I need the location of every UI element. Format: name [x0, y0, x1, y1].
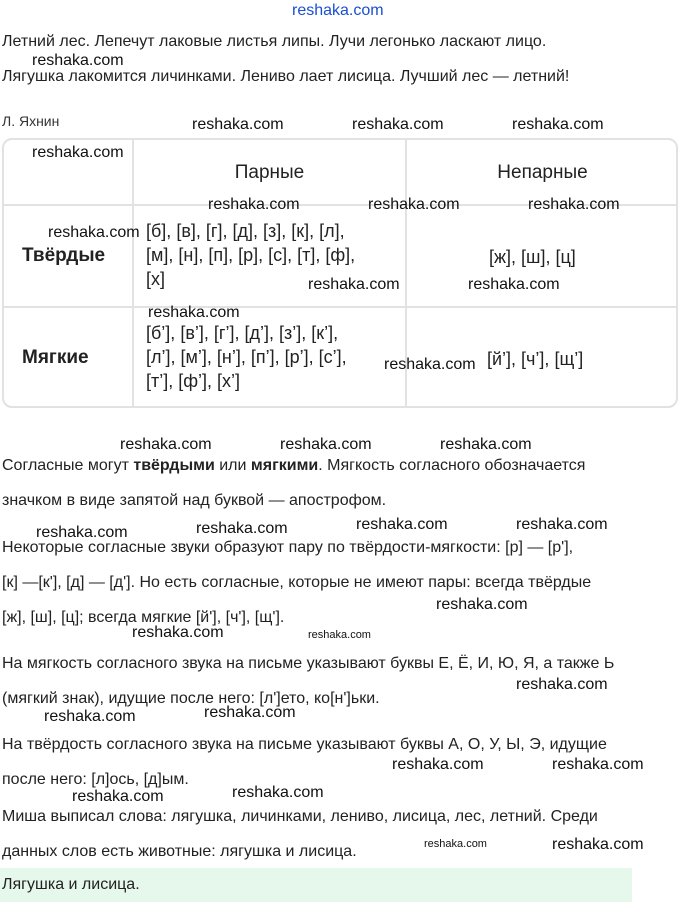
watermark: reshaka.com: [32, 52, 124, 69]
watermark: reshaka.com: [44, 708, 136, 725]
watermark: reshaka.com: [196, 520, 288, 537]
bold-term-hard: твёрдыми: [133, 457, 215, 474]
theory-paragraph-3-line-2: (мягкий знак), идущие после него: [л']ето, ко[н']ьки.: [2, 690, 380, 707]
watermark: reshaka.com: [552, 836, 644, 853]
watermark: reshaka.com: [424, 838, 487, 850]
column-header-unpaired: Непарные: [497, 162, 588, 183]
theory-paragraph-1: Согласные могут твёрдыми или мягкими. Мягкость согласного обозначается: [2, 457, 586, 474]
watermark: reshaka.com: [120, 436, 212, 453]
soft-unpaired-cell: [й’], [ч’], [щ’]: [487, 349, 584, 369]
watermark: reshaka.com: [208, 196, 300, 213]
watermark: reshaka.com: [352, 116, 444, 133]
soft-paired-line: [б’], [в’], [г’], [д’], [з’], [к’],: [146, 323, 339, 343]
hard-paired-line: [б], [в], [г], [д], [з], [к], [л],: [146, 221, 345, 241]
watermark: reshaka.com: [392, 756, 484, 773]
theory-paragraph-2-line-3: [ж], [ш], [ц]; всегда мягкие [й'], [ч'], [щ'].: [2, 609, 285, 626]
column-header-paired: Парные: [234, 162, 305, 183]
watermark: reshaka.com: [436, 596, 528, 613]
watermark: reshaka.com: [148, 304, 240, 321]
watermark: reshaka.com: [440, 436, 532, 453]
watermark: reshaka.com: [384, 356, 476, 373]
theory-paragraph-4: На твёрдость согласного звука на письме указывают буквы А, О, У, Ы, Э, идущие: [2, 736, 607, 753]
poem-line-1: Летний лес. Лепечут лаковые листья липы. Лучи легонько ласкают лицо.: [2, 33, 547, 50]
row-header-soft: Мягкие: [22, 347, 89, 368]
table-divider: [4, 306, 676, 308]
hard-paired-line: [х]: [146, 269, 166, 289]
watermark: reshaka.com: [516, 676, 608, 693]
theory-paragraph-1-line-2: значком в виде запятой над буквой — апострофом.: [2, 492, 387, 509]
hard-unpaired-cell: [ж], [ш], [ц]: [489, 247, 576, 267]
watermark: reshaka.com: [232, 784, 324, 801]
site-header-link[interactable]: reshaka.com: [292, 2, 384, 19]
hard-paired-line: [м], [н], [п], [р], [с], [т], [ф],: [146, 245, 356, 265]
watermark: reshaka.com: [468, 276, 560, 293]
task-paragraph: Миша выписал слова: лягушка, личинками, лениво, лисица, лес, летний. Среди: [2, 808, 598, 825]
consonants-table: [2, 138, 678, 408]
theory-paragraph-2-line-2: [к] —[к'], [д] — [д']. Но есть согласные, которые не имеют пары: всегда твёрдые: [2, 574, 592, 591]
watermark: reshaka.com: [48, 224, 140, 241]
row-header-hard: Твёрдые: [22, 245, 106, 266]
poem-line-2: Лягушка лакомится личинками. Лениво лает лисица. Лучший лес — летний!: [2, 68, 570, 85]
watermark: reshaka.com: [308, 629, 371, 641]
watermark: reshaka.com: [204, 704, 296, 721]
theory-paragraph-2: Некоторые согласные звуки образуют пару по твёрдости-мягкости: [р] — [р'],: [2, 539, 574, 556]
watermark: reshaka.com: [528, 196, 620, 213]
watermark: reshaka.com: [132, 624, 224, 641]
theory-paragraph-4-line-2: после него: [л]ось, [д]ым.: [2, 771, 189, 788]
answer-box: [0, 868, 632, 902]
watermark: reshaka.com: [192, 116, 284, 133]
watermark: reshaka.com: [36, 524, 128, 541]
soft-paired-line: [л’], [м’], [н’], [п’], [р’], [с’],: [146, 347, 347, 367]
watermark: reshaka.com: [512, 116, 604, 133]
task-paragraph-line-2: данных слов есть животные: лягушка и лисица.: [2, 843, 357, 860]
watermark: reshaka.com: [552, 756, 644, 773]
watermark: reshaka.com: [280, 436, 372, 453]
watermark: reshaka.com: [356, 516, 448, 533]
watermark: reshaka.com: [32, 144, 124, 161]
watermark: reshaka.com: [516, 516, 608, 533]
poem-author: Л. Яхнин: [2, 113, 60, 129]
watermark: reshaka.com: [308, 276, 400, 293]
soft-paired-cell: [146, 321, 347, 393]
soft-paired-line: [т’], [ф’], [х’]: [146, 371, 241, 391]
theory-paragraph-3: На мягкость согласного звука на письме указывают буквы Е, Ё, И, Ю, Я, а также Ь: [2, 655, 615, 672]
watermark: reshaka.com: [72, 788, 164, 805]
bold-term-soft: мягкими: [250, 457, 319, 474]
watermark: reshaka.com: [368, 196, 460, 213]
answer-text: Лягушка и лисица.: [2, 876, 140, 893]
